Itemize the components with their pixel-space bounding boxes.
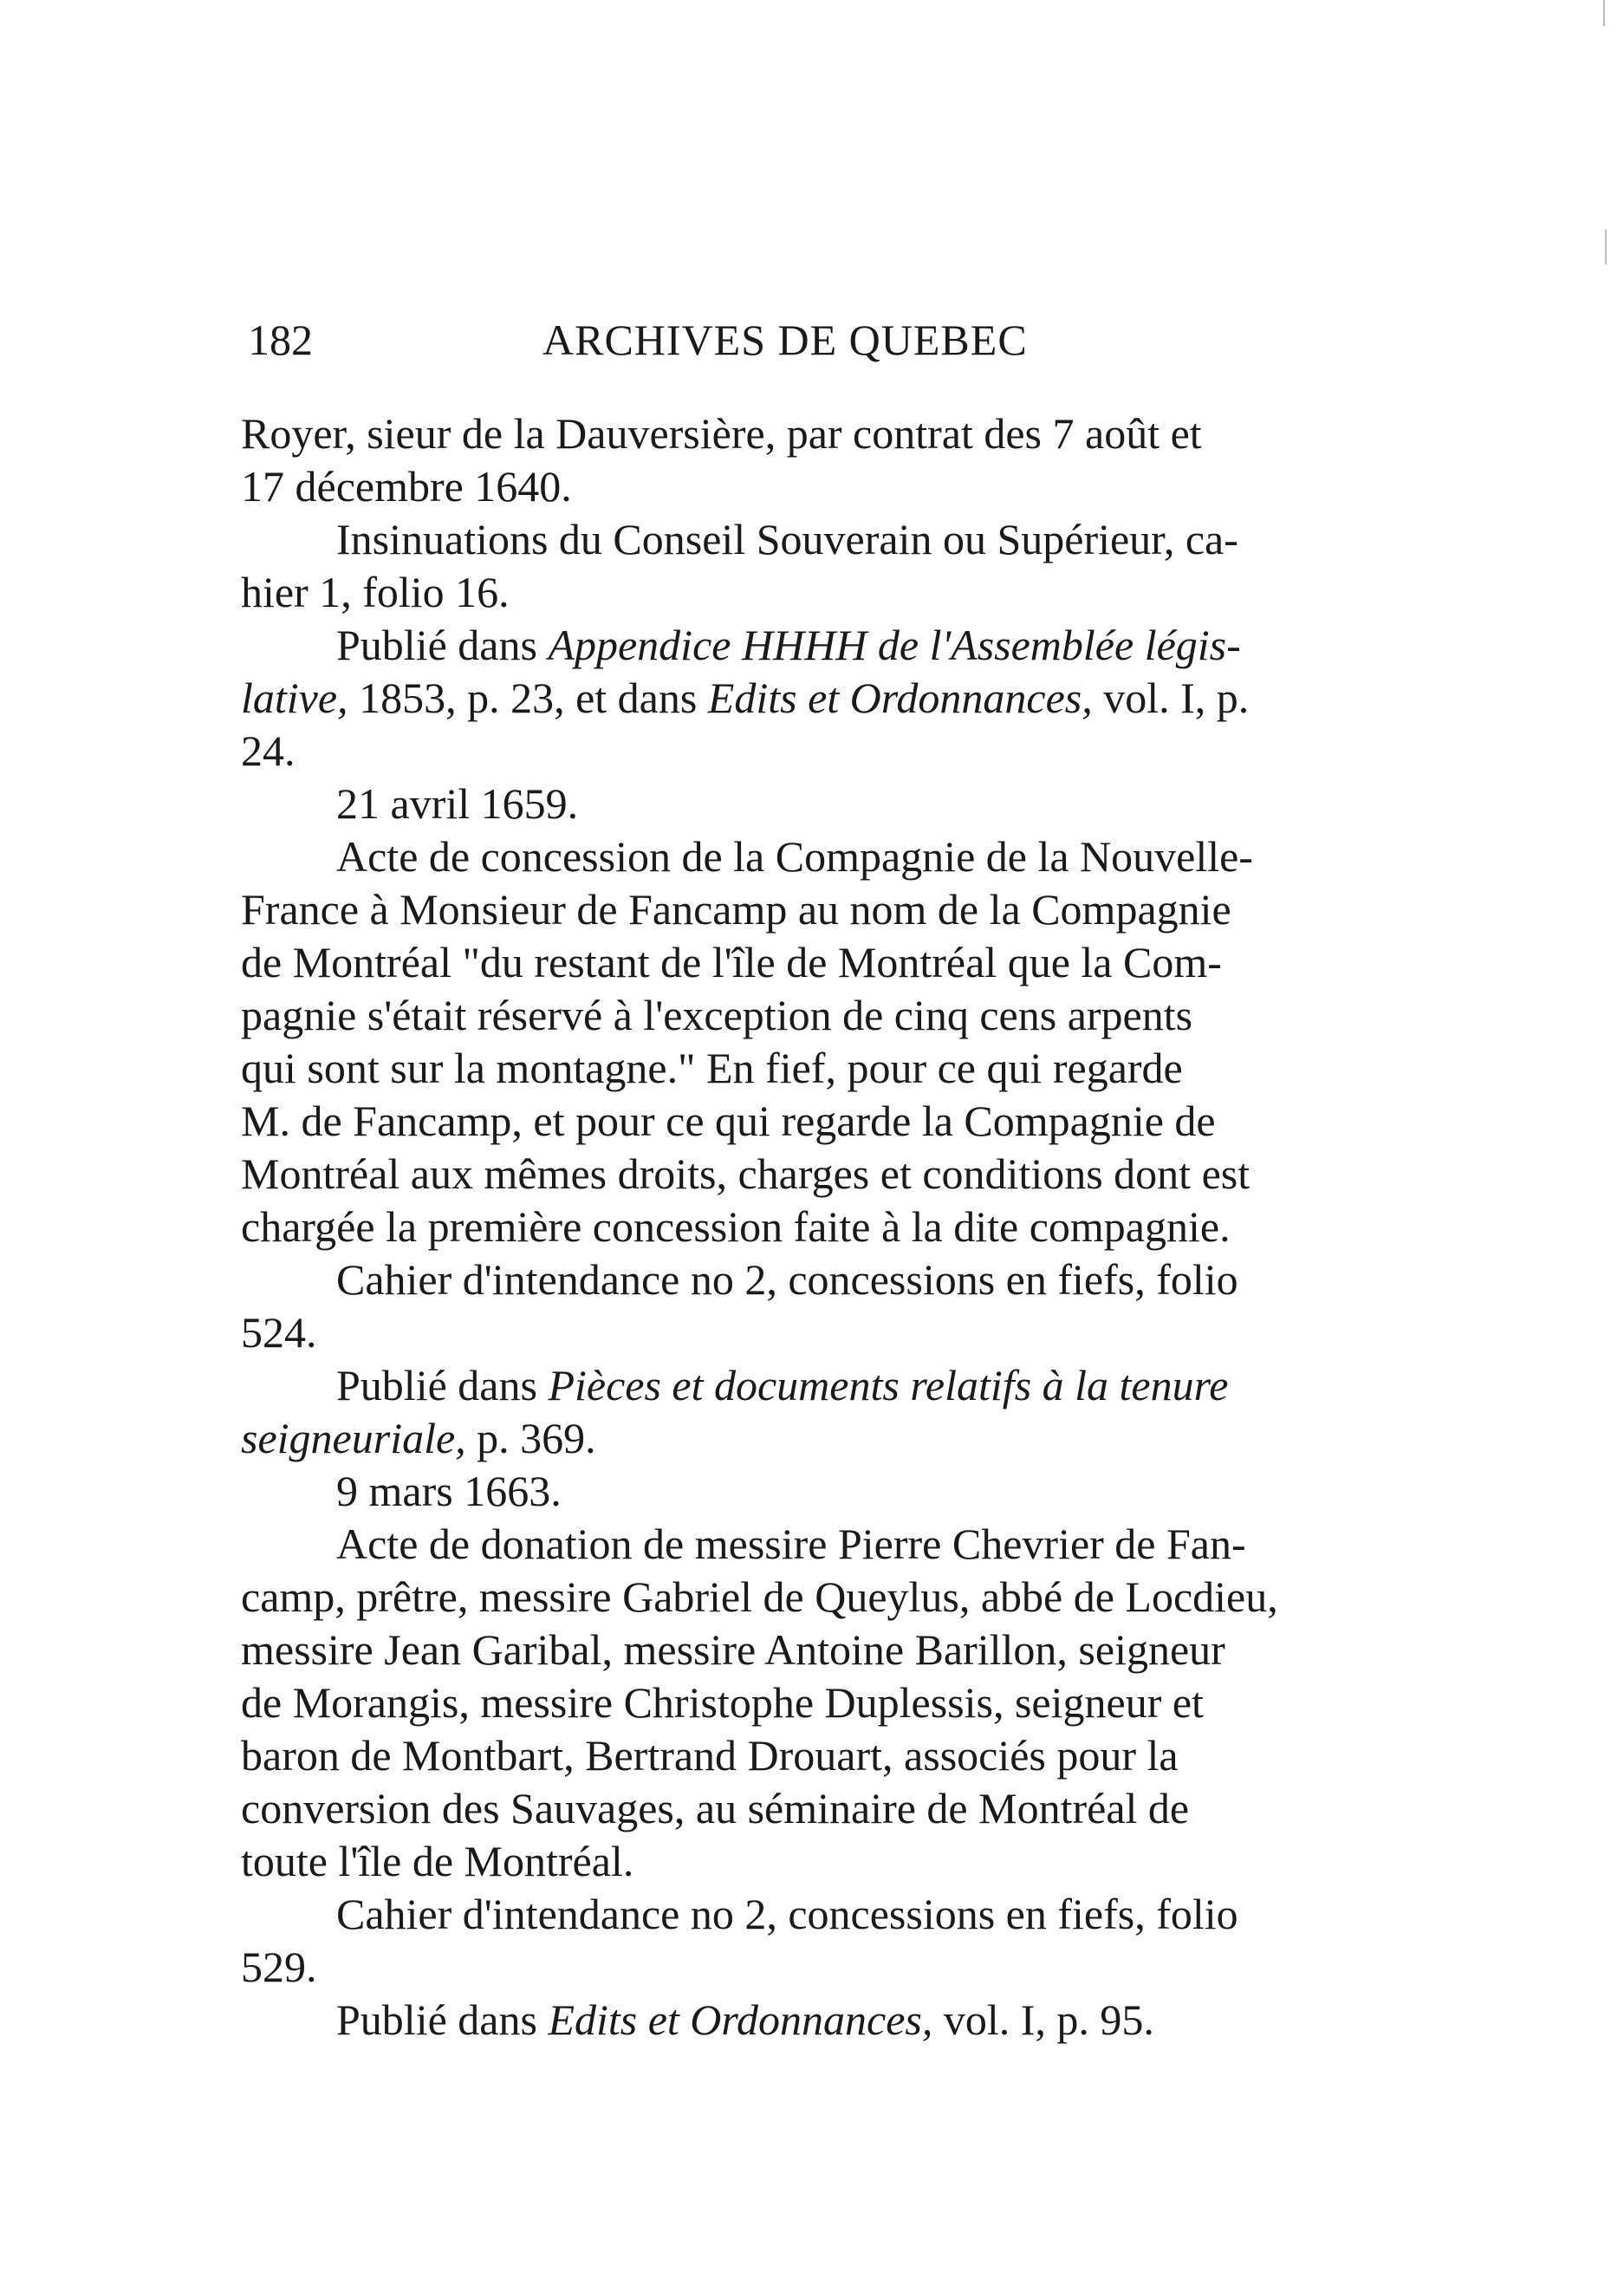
text-line [241,1359,1411,1412]
text-run: Publié dans [336,1361,549,1409]
text-run: 1853, p. 23, et dans [348,674,708,722]
text-line: Acte de donation de messire Pierre Chevrier de Fan- [336,1520,1246,1568]
text-line [241,672,1411,725]
text-line: Cahier d'intendance no 2, concessions en fiefs, folio [336,1890,1238,1938]
text-line [241,619,1411,672]
italic-title: Edits et Ordonnances, [548,1995,933,2044]
text-line: baron de Montbart, Bertrand Drouart, associés pour la [241,1731,1179,1780]
text-run: vol. I, p. 95. [932,1995,1154,2044]
body-text [241,407,1411,2047]
scan-margin-mark [1605,230,1607,264]
text-line: qui sont sur la montagne." En fief, pour ce qui regarde [241,1044,1183,1092]
italic-title: seigneuriale, [241,1414,466,1462]
text-line [241,1994,1411,2047]
text-line: camp, prêtre, messire Gabriel de Queylus, abbé de Locdieu, [241,1572,1278,1621]
text-run: Publié dans [336,621,549,669]
text-line: messire Jean Garibal, messire Antoine Barillon, seigneur [241,1625,1225,1674]
text-line: Insinuations du Conseil Souverain ou Supérieur, ca- [336,515,1238,563]
text-line: de Montréal "du restant de l'île de Montréal que la Com- [241,938,1222,986]
text-line: chargée la première concession faite à la dite compagnie. [241,1202,1231,1251]
text-line: France à Monsieur de Fancamp au nom de la Compagnie [241,885,1231,934]
text-line: M. de Fancamp, et pour ce qui regarde la Compagnie de [241,1097,1216,1145]
text-line: Royer, sieur de la Dauversière, par contrat des 7 août et [241,409,1202,458]
text-line: hier 1, folio 16. [241,568,510,616]
text-line: conversion des Sauvages, au séminaire de Montréal de [241,1784,1190,1832]
page-number: 182 [248,316,313,364]
text-line: 17 décembre 1640. [241,462,572,511]
text-run: p. 369. [465,1414,596,1462]
text-line: 24. [241,726,296,775]
text-line: pagnie s'était réservé à l'exception de cinq cens arpents [241,991,1193,1039]
text-run: Publié dans [336,1995,549,2044]
text-run: vol. I, p. [1092,674,1250,722]
scan-margin-mark [1603,0,1605,26]
italic-title: Appendice HHHH de l'Assemblée légis- [548,621,1241,669]
text-line: 524. [241,1308,317,1357]
date-line: 9 mars 1663. [336,1467,562,1515]
text-line: toute l'île de Montréal. [241,1837,634,1885]
text-line [241,1412,1411,1465]
running-title: ARCHIVES DE QUEBEC [542,316,1028,364]
italic-title: Edits et Ordonnances, [707,674,1093,722]
date-line: 21 avril 1659. [336,779,579,828]
page-header [248,314,1123,366]
text-line: Acte de concession de la Compagnie de la Nouvelle- [336,832,1253,881]
italic-title: Pièces et documents relatifs à la tenure [548,1361,1229,1409]
italic-title: lative, [241,674,348,722]
text-line: 529. [241,1943,317,1991]
text-line: de Morangis, messire Christophe Duplessis, seigneur et [241,1678,1204,1727]
text-line: Cahier d'intendance no 2, concessions en fiefs, folio [336,1255,1238,1304]
text-line: Montréal aux mêmes droits, charges et conditions dont est [241,1149,1250,1198]
